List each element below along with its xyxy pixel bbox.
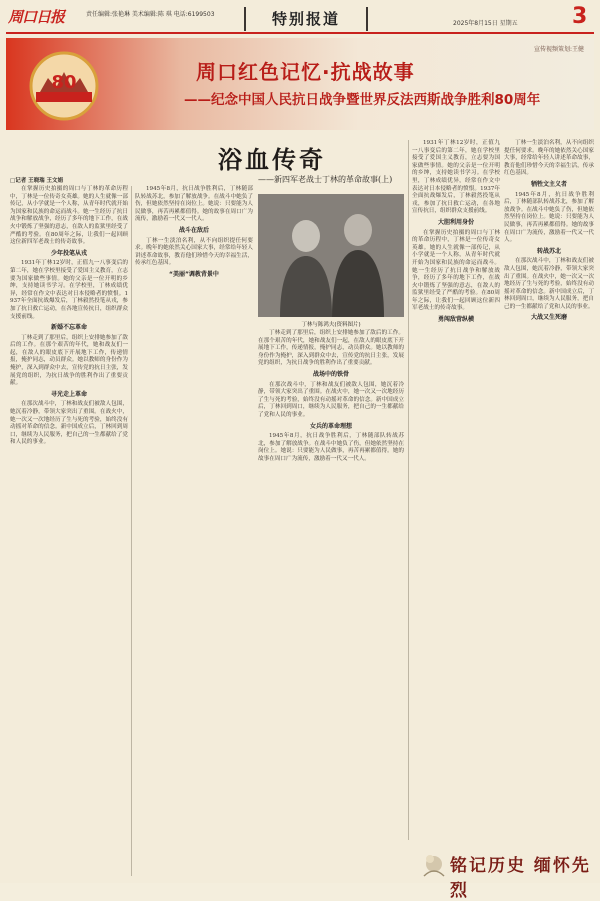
column-5-text: 1945年8月，抗日战争胜利后，丁林随部队转战苏北，参加了解放战争。在战斗中她负了伤，但她依然坚持在岗位上。她说：只要能为人民做事，再苦再累都值得。她的故事在周口广为流传，激励着一代又一代人。 — [135, 186, 253, 223]
section-heading: 大战又生死磨 — [530, 314, 567, 322]
column-divider — [408, 140, 409, 840]
section-heading: 转战苏北 — [536, 247, 561, 255]
column-6-text-repeat: 丁林一生淡泊名利，从不向组织提任何要求。晚年的她依然关心国家大事，经常给年轻人讲述革命故事，教育他们珍惜今天的幸福生活，传承红色基因。 — [504, 140, 594, 177]
column-3-text: 丁林走到了那里后，组织上安排她参加了敌后的工作。在那个艰苦的年代，她和战友们一起，在敌人的眼皮底下开展地下工作，传递情报，掩护同志，动员群众。她以教师的身份作为掩护，深入到群众中去，宣传党的抗日主张，发展党的组织，为抗日战争的胜利作出了重要贡献。 — [10, 334, 128, 387]
masthead-meta: 责任编辑:张艳琳 美术编辑:陈 琪 电话:6199503 — [86, 11, 215, 18]
column-3-text-repeat: 丁林走到了那里后，组织上安排她参加了敌后的工作。在那个艰苦的年代，她和战友们一起，在敌人的眼皮底下开展地下工作，传递情报，掩护同志，动员群众。她以教师的身份作为掩护，深入到群众中去，宣传党的抗日主张，发展党的组织，为抗日战争的胜利作出了重要贡献。 — [258, 330, 404, 367]
banner-credit: 宣传视频策划:王健 — [533, 46, 584, 53]
text-column-4 — [412, 140, 500, 840]
section-heading: 大胆利用身份 — [437, 218, 474, 226]
article-headline: 浴血传奇 — [218, 145, 326, 174]
banner-subtitle: ——纪念中国人民抗日战争暨世界反法西斯战争胜利80周年 — [184, 92, 541, 108]
column-5-text-repeat: 1945年8月，抗日战争胜利后，丁林随部队转战苏北，参加了解放战争。在战斗中她负了伤，但她依然坚持在岗位上。她说：只要能为人民做事，再苦再累都值得。她的故事在周口广为流传，激励着一代又一代人。 — [258, 433, 404, 462]
text-column-2 — [135, 186, 253, 876]
section-title: 特别报道 — [244, 7, 368, 31]
column-5-text-repeat-2: 1945年8月，抗日战争胜利后，丁林随部队转战苏北，参加了解放战争。在战斗中她负了伤，但她依然坚持在岗位上。她说：只要能为人民做事，再苦再累都值得。她的故事在周口广为流传，激励着一代又一代人。 — [504, 191, 594, 244]
page-number: 3 — [572, 4, 588, 29]
section-heading: 女兵的革命理想 — [309, 422, 352, 430]
column-divider — [131, 186, 132, 876]
photo-caption: 丁林与陈鸿夫(资料图片) — [301, 322, 361, 328]
article-subheadline: ——新四军老战士丁林的革命故事(上) — [258, 175, 393, 184]
masthead — [6, 4, 594, 34]
section-heading: 战斗在敌后 — [178, 226, 209, 234]
issue-date: 2025年8月15日 星期五 — [453, 20, 518, 27]
article-byline: □记者 王晓瑞 王文娟 — [10, 178, 64, 184]
footer-slogan: 铭记历史 缅怀先烈 — [450, 856, 591, 901]
historical-photo — [258, 194, 404, 317]
text-column-1 — [10, 186, 128, 876]
section-heading: 勇闯敌营纵横 — [437, 316, 474, 324]
section-heading: 战场中的铁骨 — [312, 370, 349, 378]
anniversary-badge-icon — [18, 44, 110, 124]
banner-title: 周口红色记忆·抗战故事 — [196, 60, 415, 84]
feature-banner — [6, 38, 594, 130]
section-heading: 牺牲文主义者 — [530, 180, 567, 188]
badge-number: 80 — [51, 72, 77, 93]
text-column-3 — [258, 330, 404, 875]
section-heading: 寻光走上革命 — [50, 390, 87, 398]
column-4-text: 在那次战斗中，丁林和战友们被敌人包围，她沉着冷静，带领大家突出了重围。在战火中，她一次又一次地经历了生与死的考验，始终没有动摇对革命的信念。新中国成立后，丁林回到周口，继续为人民服务，把自己的一生都献给了党和人民的事业。 — [10, 401, 128, 446]
column-1-text-repeat: 在掌握历史拍摄的周口与丁林的革命历程中，丁林是一位传奇女英雄。她的人生就像一部传记，从小学就是一个人称，从青年时代就开始为国家和民族的命运而战斗。她一生经历了抗日战争和解放战争，经历了多年的地下工作，在战火中锻炼了坚强的意志，在敌人的监狱里经受了严酷的考验。在80周年之际，让我们一起回顾这位新四军老战士的传奇故事。 — [412, 229, 500, 312]
portrait-photo-icon — [258, 194, 404, 317]
column-4-text-repeat: 在那次战斗中，丁林和战友们被敌人包围，她沉着冷静，带领大家突出了重围。在战火中，她一次又一次地经历了生与死的考验，始终没有动摇对革命的信念。新中国成立后，丁林回到周口，继续为人民服务，把自己的一生都献给了党和人民的事业。 — [258, 381, 404, 418]
column-1-text: 在掌握历史拍摄的周口与丁林的革命历程中，丁林是一位传奇女英雄。她的人生就像一部传记，从小学就是一个人称，从青年时代就开始为国家和民族的命运而战斗。她一生经历了抗日战争和解放战争，经历了多年的地下工作，在战火中锻炼了坚强的意志，在敌人的监狱里经受了严酷的考验。在80周年之际，让我们一起回顾这位新四军老战士的传奇故事。 — [10, 186, 128, 246]
newspaper-logo: 周口日报 — [8, 8, 65, 26]
text-column-5 — [504, 140, 594, 840]
section-heading: 少年投笔从戎 — [50, 249, 87, 257]
footer-slogan-banner — [420, 846, 594, 901]
column-2-text: 1931年丁林12岁时，正值九一八事变后的第二年，她在学校里接受了爱国主义教育，立志要为国家做些事情。她的父亲是一位开明的乡绅，支持她读书学习。在学校里，丁林成绩优异，经常在作文中表达对日本侵略者的愤恨。1937年全面抗战爆发后，丁林毅然投笔从戎，参加了抗日救亡运动，在各地宣传抗日，组织群众支援前线。 — [10, 260, 128, 320]
column-2-text-repeat: 1931年丁林12岁时，正值九一八事变后的第二年，她在学校里接受了爱国主义教育，立志要为国家做些事情。她的父亲是一位开明的乡绅，支持她读书学习。在学校里，丁林成绩优异，经常在作文中表达对日本侵略者的愤恨。1937年全面抗战爆发后，丁林毅然投笔从戎，参加了抗日救亡运动，在各地宣传抗日，组织群众支援前线。 — [412, 140, 500, 215]
column-6-text: 丁林一生淡泊名利，从不向组织提任何要求。晚年的她依然关心国家大事，经常给年轻人讲述革命故事，教育他们珍惜今天的幸福生活，传承红色基因。 — [135, 237, 253, 267]
column-4-text-repeat-2: 在那次战斗中，丁林和战友们被敌人包围，她沉着冷静，带领大家突出了重围。在战火中，她一次又一次地经历了生与死的考验，始终没有动摇对革命的信念。新中国成立后，丁林回到周口，继续为人民服务，把自己的一生都献给了党和人民的事业。 — [504, 258, 594, 310]
section-heading: “美丽”调教背景中 — [169, 270, 219, 278]
section-heading: 新婚不忘革命 — [50, 324, 87, 332]
